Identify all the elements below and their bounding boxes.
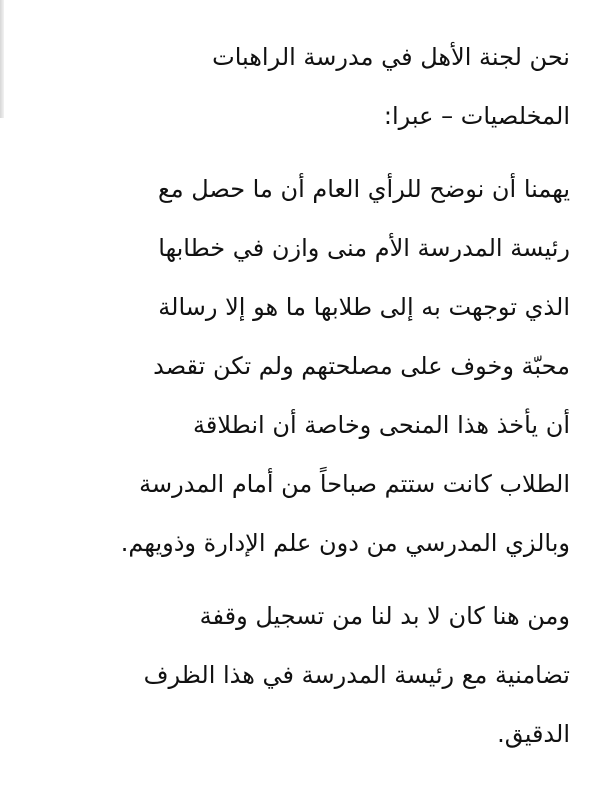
text-line: يهمنا أن نوضح للرأي العام أن ما حصل مع xyxy=(157,175,570,203)
text-line: الطلاب كانت ستتم صباحاً من أمام المدرسة xyxy=(139,470,570,498)
text-line: الذي توجهت به إلى طلابها ما هو إلا رسالة xyxy=(158,293,570,321)
text-line: محبّة وخوف على مصلحتهم ولم تكن تقصد xyxy=(153,352,570,380)
scroll-edge-shadow xyxy=(0,0,4,118)
paragraph-conclusion xyxy=(40,587,570,764)
text-line: أن يأخذ هذا المنحى وخاصة أن انطلاقة xyxy=(193,411,570,439)
text-line: رئيسة المدرسة الأم منى وازن في خطابها xyxy=(158,234,570,262)
post-text xyxy=(40,28,570,764)
paragraph-heading xyxy=(40,28,570,146)
text-line: المخلصيات – عبرا: xyxy=(383,102,570,130)
text-line: وبالزي المدرسي من دون علم الإدارة وذويهم. xyxy=(120,529,570,557)
text-line: نحن لجنة الأهل في مدرسة الراهبات xyxy=(212,43,570,71)
paragraph-statement xyxy=(40,160,570,573)
text-line: الدقيق. xyxy=(497,720,570,748)
text-line: ومن هنا كان لا بد لنا من تسجيل وقفة xyxy=(199,602,570,630)
text-line: تضامنية مع رئيسة المدرسة في هذا الظرف xyxy=(143,661,570,689)
